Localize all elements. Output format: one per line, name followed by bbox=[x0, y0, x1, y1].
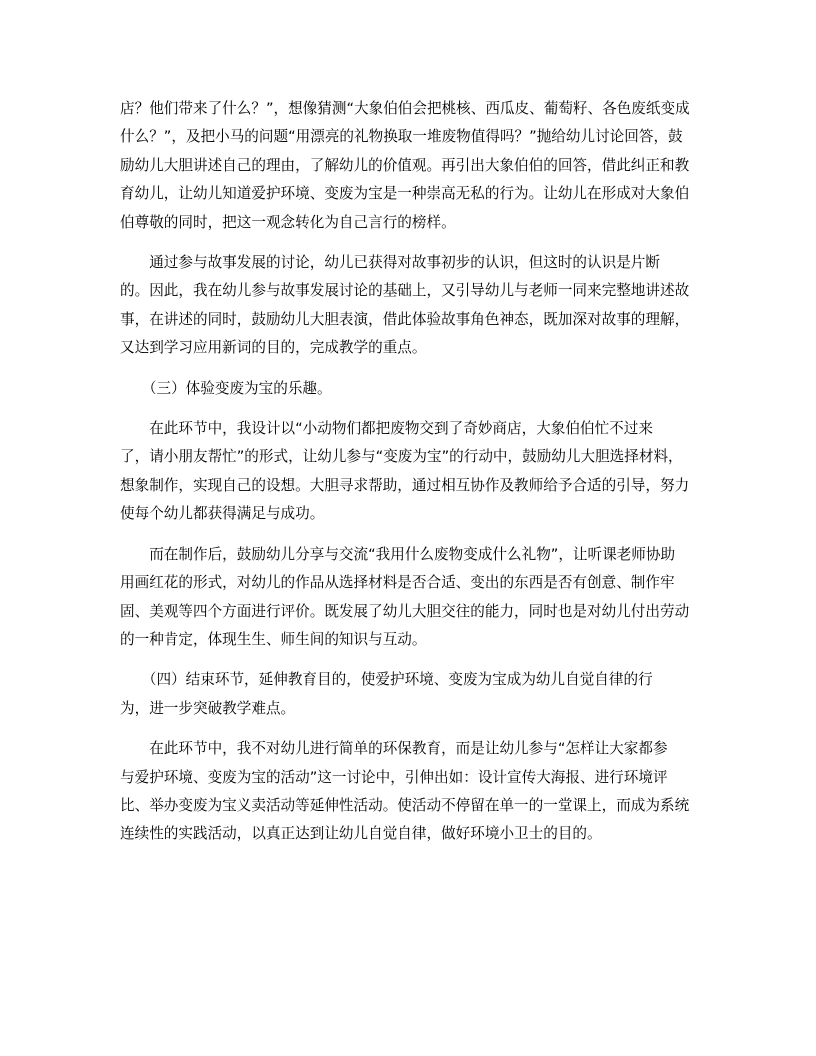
text-line: 想象制作，实现自己的设想。大胆寻求帮助，通过相互协作及教师给予合适的引导，努力 bbox=[120, 476, 690, 494]
text-line: 育幼儿，让幼儿知道爱护环境、变废为宝是一种崇高无私的行为。让幼儿在形成对大象伯 bbox=[120, 185, 690, 203]
paragraph-gift-discussion bbox=[120, 95, 696, 237]
text-line: 的一种肯定，体现生生、师生间的知识与互动。 bbox=[120, 630, 427, 648]
text-line: 使每个幼儿都获得满足与成功。 bbox=[120, 505, 325, 523]
text-line: 连续性的实践活动，以真正达到让幼儿自觉自律，做好环境小卫士的目的。 bbox=[120, 825, 602, 843]
text-line: 什么？”，及把小马的问题“用漂亮的礼物换取一堆废物值得吗？”抛给幼儿讨论回答，鼓 bbox=[120, 128, 683, 146]
text-line: 事，在讲述的同时，鼓励幼儿大胆表演，借此体验故事角色神态，既加深对故事的理解， bbox=[120, 310, 690, 328]
text-line: 在此环节中，我不对幼儿进行简单的环保教育，而是让幼儿参与“怎样让大家都参 bbox=[120, 740, 668, 758]
paragraph-extension-activity bbox=[120, 735, 696, 849]
document-body bbox=[120, 95, 696, 861]
section-heading-three bbox=[120, 375, 696, 403]
text-line: 的。因此，我在幼儿参与故事发展讨论的基础上，又引导幼儿与老师一同来完整地讲述故 bbox=[120, 282, 690, 300]
text-line: 固、美观等四个方面进行评价。既发展了幼儿大胆交往的能力，同时也是对幼儿付出劳动 bbox=[120, 602, 690, 620]
text-line: 通过参与故事发展的讨论，幼儿已获得对故事初步的认识，但这时的认识是片断 bbox=[120, 254, 660, 272]
text-line: 店？他们带来了什么？”，想像猜测“大象伯伯会把桃核、西瓜皮、葡萄籽、各色废纸变成 bbox=[120, 100, 690, 117]
text-line: 比、举办变废为宝义卖活动等延伸性活动。使活动不停留在单一的一堂课上，而成为系统 bbox=[120, 796, 690, 814]
heading-line: （四）结束环节，延伸教育目的，使爱护环境、变废为宝成为幼儿自觉自律的行 bbox=[120, 671, 653, 689]
text-line: 与爱护环境、变废为宝的活动”这一讨论中，引伸出如：设计宣传大海报、进行环境评 bbox=[120, 768, 668, 786]
paragraph-sharing-evaluation bbox=[120, 541, 696, 655]
section-heading-four bbox=[120, 666, 696, 723]
paragraph-making-activity bbox=[120, 415, 696, 529]
text-line: 而在制作后，鼓励幼儿分享与交流“我用什么废物变成什么礼物”，让听课老师协助 bbox=[120, 545, 676, 563]
paragraph-story-retelling bbox=[120, 249, 696, 363]
text-line: 伯尊敬的同时，把这一观念转化为自己言行的榜样。 bbox=[120, 213, 456, 231]
text-line: 又达到学习应用新词的目的，完成教学的重点。 bbox=[120, 339, 427, 357]
heading-line: （三）体验变废为宝的乐趣。 bbox=[120, 379, 332, 397]
text-line: 用画红花的形式，对幼儿的作品从选择材料是否合适、变出的东西是否有创意、制作牢 bbox=[120, 574, 675, 592]
heading-line: 为，进一步突破教学难点。 bbox=[120, 699, 296, 717]
text-line: 了，请小朋友帮忙”的形式，让幼儿参与“变废为宝”的行动中，鼓励幼儿大胆选择材料， bbox=[120, 448, 683, 466]
text-line: 在此环节中，我设计以“小动物们都把废物交到了奇妙商店，大象伯伯忙不过来 bbox=[120, 420, 653, 438]
text-line: 励幼儿大胆讲述自己的理由，了解幼儿的价值观。再引出大象伯伯的回答，借此纠正和教 bbox=[120, 156, 690, 174]
